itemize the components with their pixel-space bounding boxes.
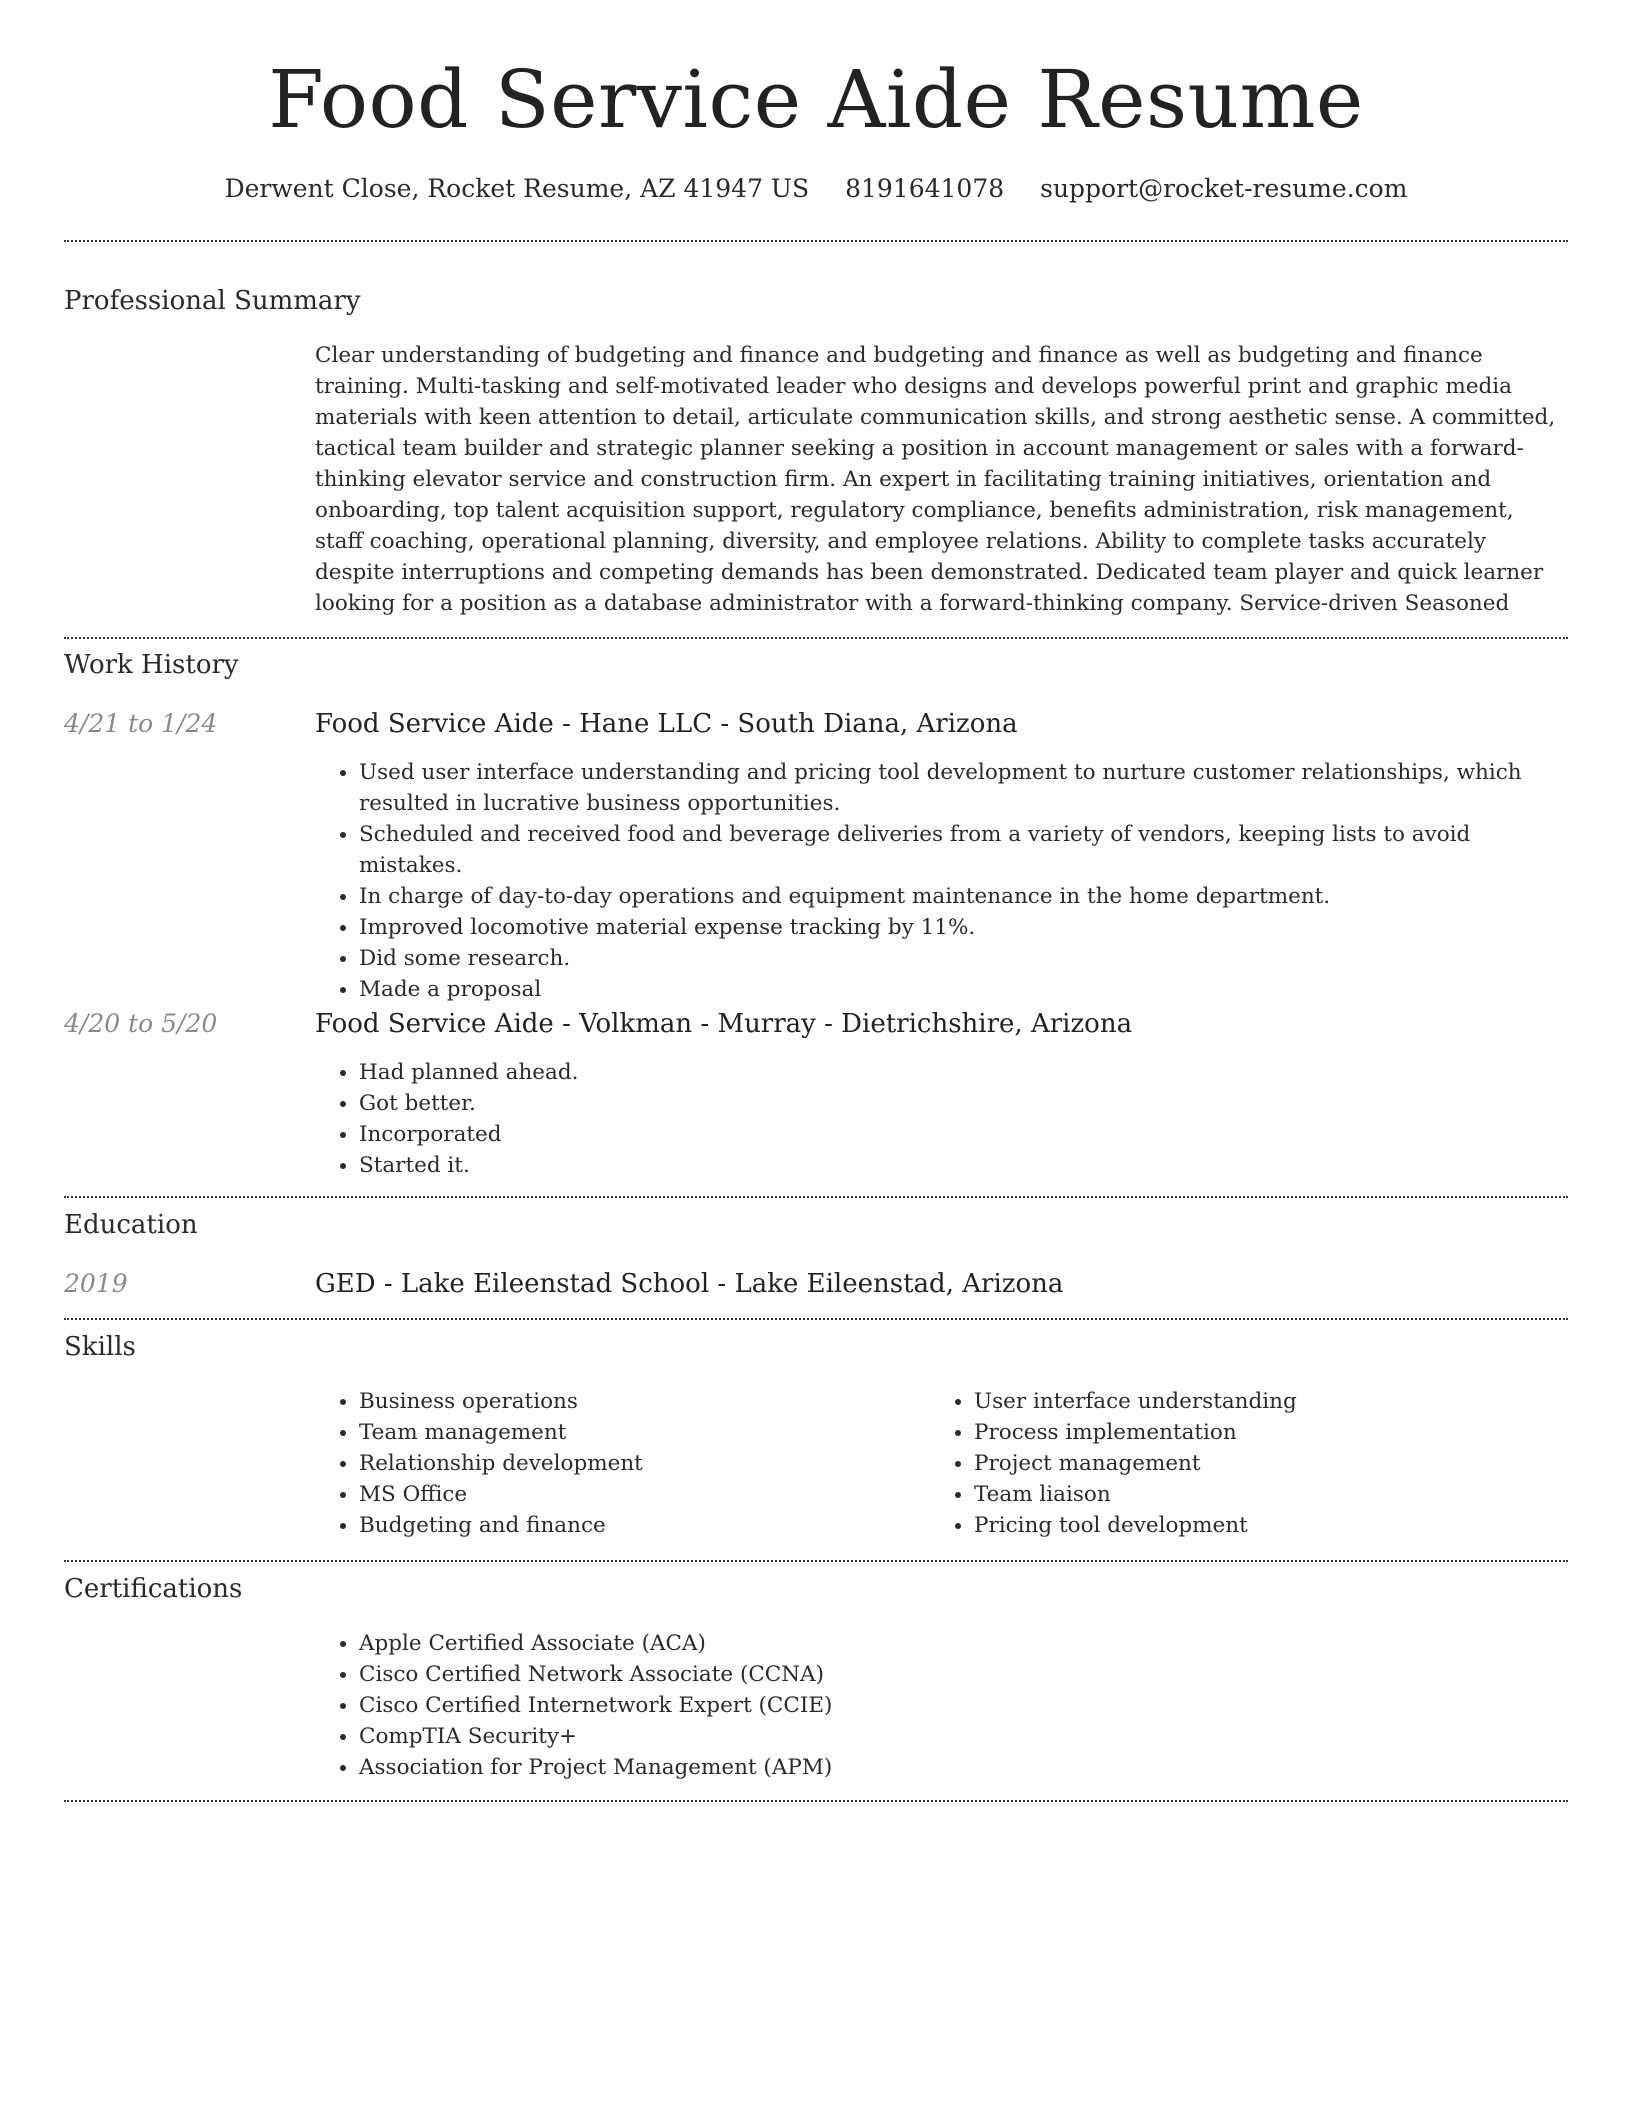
job-title: Food Service Aide - Volkman - Murray - Dietrichshire, Arizona [315, 1009, 1133, 1039]
job-dates: 4/20 to 5/20 [64, 1009, 218, 1038]
certification-item: • Apple Certified Associate (ACA) [359, 1628, 1568, 1659]
job-bullet: • In charge of day-to-day operations and equipment maintenance in the home department. [359, 881, 1568, 912]
contact-address: Derwent Close, Rocket Resume, AZ 41947 US [224, 174, 810, 203]
skill-item: • Budgeting and finance [359, 1510, 930, 1541]
certification-item: • Association for Project Management (APM) [359, 1752, 1568, 1783]
job-bullet: • Used user interface understanding and pricing tool development to nurture customer relationships, which resulted in lucrative business opportunities. [359, 757, 1568, 819]
section-title-skills: Skills [64, 1332, 136, 1362]
section-title-certifications: Certifications [64, 1574, 243, 1604]
summary-text: Clear understanding of budgeting and finance and budgeting and finance as well as budgeting and finance training. Multi-tasking and self-motivated leader who designs and develops powerful print and graphic media materials with keen attention to detail, articulate communication skills, and strong aesthetic sense. A committed, tactical team builder and strategic planner seeking a position in account management or sales with a forward-thinking elevator service and construction firm. An expert in facilitating training initiatives, orientation and onboarding, top talent acquisition support, regulatory compliance, benefits administration, risk management, staff coaching, operational planning, diversity, and employee relations. Ability to complete tasks accurately despite interruptions and competing demands has been demonstrated. Dedicated team player and quick learner looking for a position as a database administrator with a forward-thinking company. Service-driven Seasoned [315, 343, 1556, 616]
job-bullet: • Improved locomotive material expense tracking by 11%. [359, 912, 1568, 943]
job-title: Food Service Aide - Hane LLC - South Diana, Arizona [315, 709, 1018, 739]
section-title-education: Education [64, 1210, 198, 1240]
contact-phone: 8191641078 [845, 174, 1005, 203]
job-bullet: • Incorporated [359, 1119, 1568, 1150]
job-bullet: • Did some research. [359, 943, 1568, 974]
education-entry: GED - Lake Eileenstad School - Lake Eileenstad, Arizona [315, 1269, 1064, 1299]
skill-item: • Business operations [359, 1386, 930, 1417]
skills-list-right [930, 1386, 1545, 1541]
skill-item: • Project management [974, 1448, 1545, 1479]
certifications-list [315, 1628, 1568, 1783]
job-bullet-list [315, 757, 1568, 1005]
divider [64, 1560, 1568, 1562]
job-bullet: • Got better. [359, 1088, 1568, 1119]
certification-item: • Cisco Certified Internetwork Expert (CCIE) [359, 1690, 1568, 1721]
skill-item: • MS Office [359, 1479, 930, 1510]
job-bullet-list [315, 1057, 1568, 1181]
skill-item: • User interface understanding [974, 1386, 1545, 1417]
certification-item: • CompTIA Security+ [359, 1721, 1568, 1752]
divider [64, 1318, 1568, 1320]
job-bullet: • Scheduled and received food and beverage deliveries from a variety of vendors, keeping lists to avoid mistakes. [359, 819, 1568, 881]
skill-item: • Team management [359, 1417, 930, 1448]
section-title-work-history: Work History [64, 650, 239, 680]
skill-item: • Pricing tool development [974, 1510, 1545, 1541]
job-bullet: • Made a proposal [359, 974, 1568, 1005]
skill-item: • Team liaison [974, 1479, 1545, 1510]
certification-item: • Cisco Certified Network Associate (CCNA) [359, 1659, 1568, 1690]
resume-title: Food Service Aide Resume [268, 53, 1364, 146]
divider [64, 1800, 1568, 1802]
section-title-summary: Professional Summary [64, 286, 361, 316]
divider [64, 637, 1568, 639]
skill-item: • Process implementation [974, 1417, 1545, 1448]
skill-item: • Relationship development [359, 1448, 930, 1479]
education-year: 2019 [64, 1269, 128, 1298]
job-bullet: • Had planned ahead. [359, 1057, 1568, 1088]
contact-email: support@rocket-resume.com [1040, 174, 1408, 203]
skills-list-left [315, 1386, 930, 1541]
contact-line [0, 172, 1632, 206]
job-bullet: • Started it. [359, 1150, 1568, 1181]
job-dates: 4/21 to 1/24 [64, 709, 218, 738]
divider [64, 1196, 1568, 1198]
divider [64, 240, 1568, 242]
